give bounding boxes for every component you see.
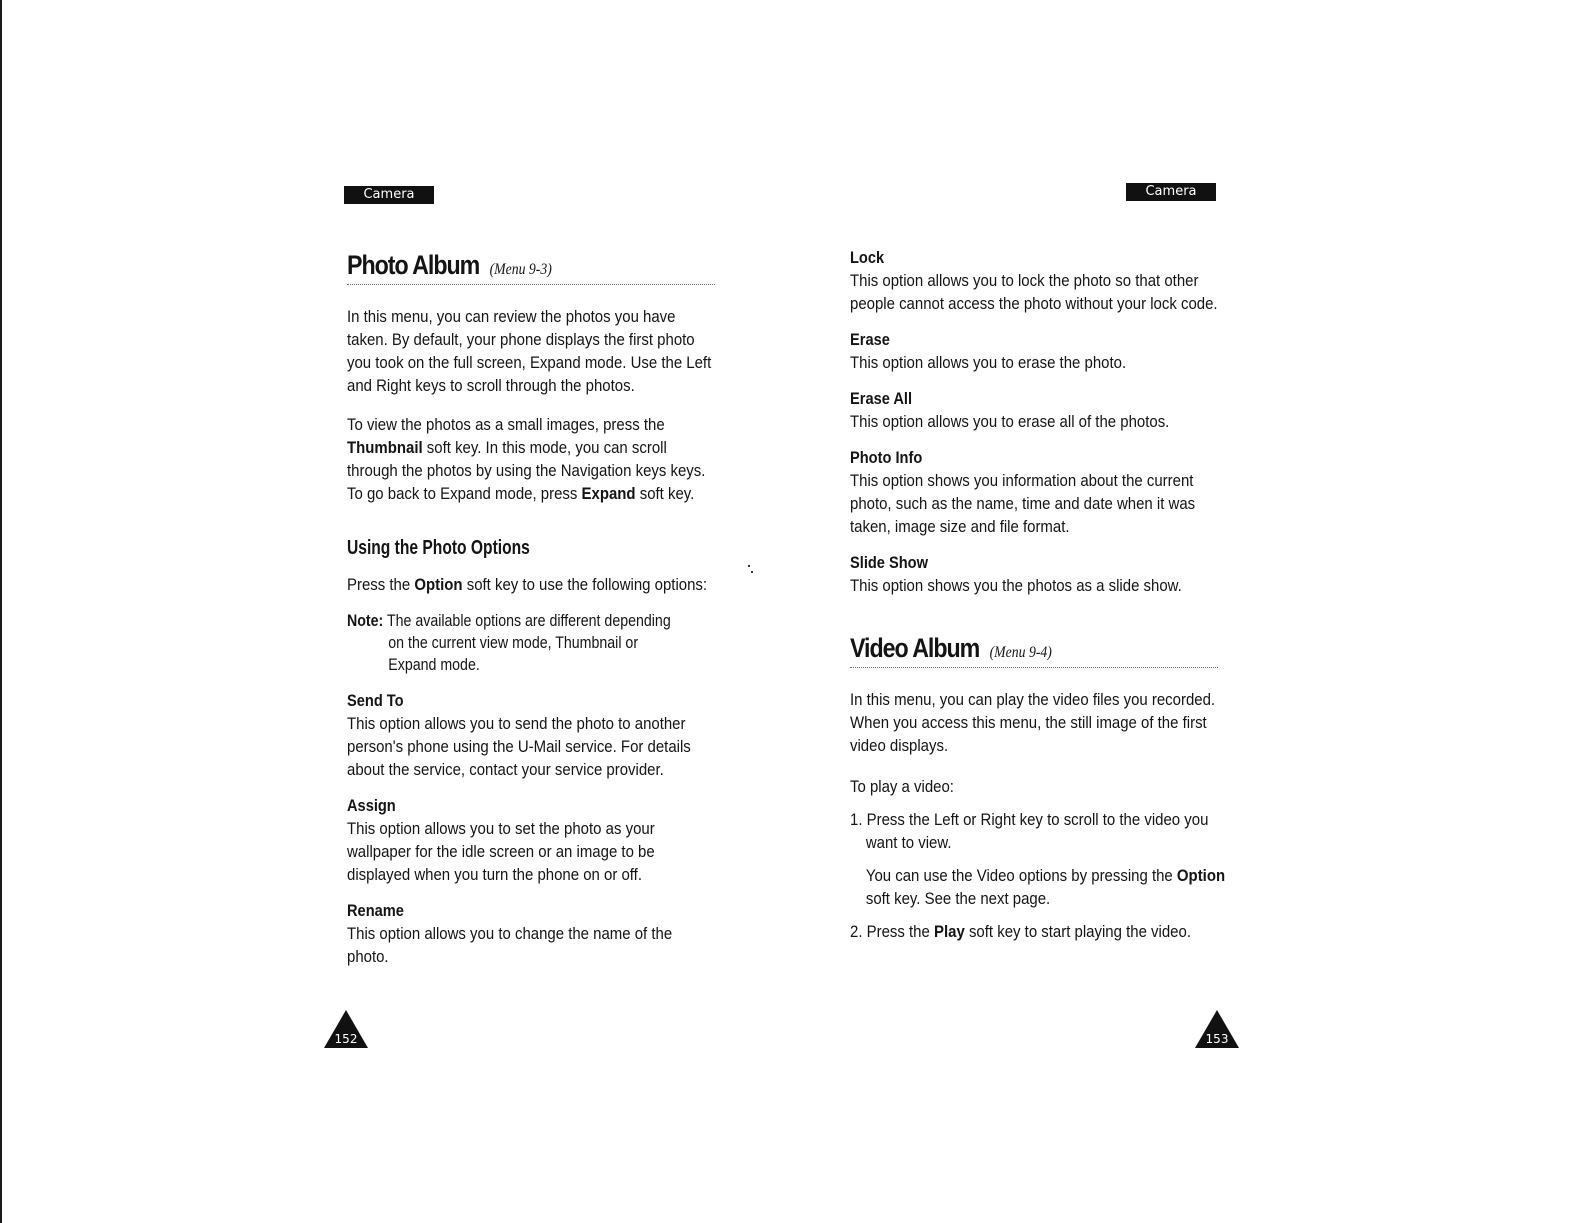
step-1: 1. Press the Left or Right key to scroll to the video you want to view. — [850, 810, 1209, 852]
step-2: 2. Press the Play soft key to start playing the video. — [850, 922, 1191, 941]
page-number-152-icon — [322, 1008, 370, 1050]
option-title-photo-info: Photo Info — [850, 448, 923, 467]
title-rule — [850, 667, 1218, 668]
step-1-note: You can use the Video options by pressing the Option soft key. See the next page. — [865, 866, 1226, 908]
option-desc-send-to: This option allows you to send the photo to another person's phone using the U-Mail service. For details about the service, contact your service provider. — [347, 714, 691, 779]
right-page-content — [850, 247, 1226, 943]
option-title-assign: Assign — [347, 796, 396, 815]
option-title-rename: Rename — [347, 901, 404, 920]
page-number-153: 153 — [1205, 1032, 1229, 1046]
scan-speck — [751, 571, 753, 573]
video-album-intro: In this menu, you can play the video files you recorded. When you access this menu, the still image of the first video displays. — [850, 690, 1216, 755]
option-desc-slide-show: This option shows you the photos as a slide show. — [850, 576, 1182, 595]
option-desc-assign: This option allows you to set the photo as your wallpaper for the idle screen or an image to be displayed when you turn the phone on or off. — [347, 819, 655, 884]
menu-number: (Menu 9-3) — [489, 261, 552, 278]
play-video-intro: To play a video: — [850, 777, 954, 796]
option-desc-lock: This option allows you to lock the photo so that other people cannot access the photo without your lock code. — [850, 271, 1218, 313]
thumbnail-paragraph: To view the photos as a small images, press the Thumbnail soft key. In this mode, you can scroll through the photos by using the Navigation keys keys. To go back to Expand mode, press Expand soft key. — [347, 415, 706, 503]
option-desc-rename: This option allows you to change the name of the photo. — [347, 924, 673, 966]
option-desc-erase-all: This option allows you to erase all of the photos. — [850, 412, 1170, 431]
option-title-slide-show: Slide Show — [850, 553, 928, 572]
section-tag-camera: Camera — [1126, 183, 1216, 201]
page-number-153-icon — [1193, 1008, 1241, 1050]
option-title-lock: Lock — [850, 248, 885, 267]
option-title-erase-all: Erase All — [850, 389, 913, 408]
photo-album-intro: In this menu, you can review the photos you have taken. By default, your phone displays the first photo you took on the full screen, Expand mode. Use the Left and Right keys to scroll through the photos. — [347, 307, 712, 395]
menu-number: (Menu 9-4) — [989, 644, 1052, 661]
options-intro: Press the Option soft key to use the following options: — [347, 575, 708, 594]
scan-speck — [748, 565, 750, 567]
section-tag-camera: Camera — [344, 186, 434, 204]
title-rule — [347, 284, 715, 285]
option-title-send-to: Send To — [347, 691, 404, 710]
option-title-erase: Erase — [850, 330, 890, 349]
option-desc-photo-info: This option shows you information about the current photo, such as the name, time and date when it was taken, image size and file format. — [850, 471, 1196, 536]
page-title-video-album: Video Album (Menu 9-4) — [850, 633, 1052, 663]
page-number-152: 152 — [334, 1032, 358, 1046]
left-page-content — [347, 248, 715, 968]
note-label: Note: — [347, 612, 384, 630]
page-title-photo-album: Photo Album (Menu 9-3) — [347, 250, 552, 280]
note-block: Note: The available options are different depending on the current view mode, Thumbnail or Expand mode. — [347, 612, 671, 674]
section-title-photo-options: Using the Photo Options — [347, 537, 530, 559]
scan-left-edge — [0, 0, 2, 1223]
option-desc-erase: This option allows you to erase the photo. — [850, 353, 1127, 372]
